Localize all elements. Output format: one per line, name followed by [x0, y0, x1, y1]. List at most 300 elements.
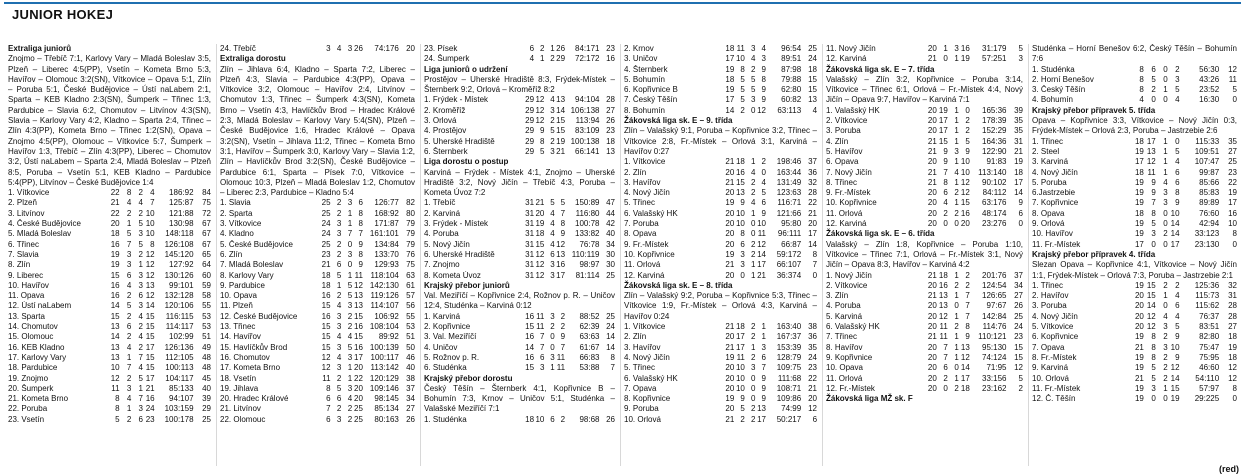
games: 18 [725, 74, 735, 84]
table-row [624, 75, 817, 85]
losses: 7 [560, 208, 566, 218]
losses: 17 [556, 270, 566, 280]
draws: 3 [138, 404, 143, 414]
table-row [8, 250, 211, 260]
wins: 17 [938, 126, 948, 136]
score: 100:138 [570, 136, 600, 146]
losses: 4 [761, 177, 766, 187]
table-row [424, 229, 615, 239]
draws: 4 [750, 198, 756, 208]
games: 14 [110, 301, 120, 311]
wins: 15 [535, 239, 545, 249]
games: 23 [321, 249, 331, 259]
points: 18 [808, 64, 818, 74]
draws: 2 [550, 54, 555, 64]
points: 75 [406, 260, 416, 270]
points: 80 [406, 208, 416, 218]
losses: 7 [358, 229, 363, 239]
losses: 7 [965, 291, 970, 301]
games: 21 [1134, 373, 1144, 383]
wins: 0 [1151, 95, 1156, 105]
team-name: 10. Havířov [1032, 229, 1073, 239]
team-name: 9. Kopřivnice [826, 352, 873, 362]
table-row [826, 168, 1023, 178]
table-row [220, 374, 415, 384]
points: 24 [1014, 322, 1023, 332]
table-row [424, 415, 615, 425]
team-name: 17. Kometa Brno [220, 363, 281, 373]
wins: 3 [740, 249, 745, 259]
draws: 1 [954, 157, 959, 167]
score: 114:107 [370, 301, 399, 311]
wins: 5 [336, 270, 342, 280]
games: 3 [326, 44, 331, 53]
points: 18 [606, 136, 615, 146]
score: 113:142 [370, 363, 399, 373]
losses: 6 [1175, 167, 1180, 177]
table-row [826, 291, 1023, 301]
score: 108:104 [369, 322, 399, 332]
losses: 14 [556, 105, 566, 115]
draws: 1 [954, 116, 959, 126]
losses: 9 [761, 394, 766, 404]
points: 37 [808, 157, 818, 167]
league-heading: Žákovská liga sk. E – 7. třída [826, 64, 935, 74]
losses: 9 [761, 373, 766, 383]
table-row [624, 106, 817, 116]
score: 76:60 [1199, 208, 1220, 218]
wins: 2 [336, 291, 342, 301]
score: 126:108 [164, 239, 194, 249]
points: 22 [808, 373, 818, 383]
games: 22 [110, 188, 120, 198]
points: 7 [610, 363, 615, 373]
games: 19 [1134, 280, 1144, 290]
score: 54:110 [1195, 373, 1220, 383]
team-name: 24. Šumperk [424, 54, 470, 64]
wins: 15 [1146, 291, 1156, 301]
losses: 10 [145, 219, 155, 229]
team-name: 8. Zlín [8, 260, 31, 270]
team-name: 23. Vsetín [8, 414, 45, 424]
losses: 9 [358, 239, 363, 249]
wins: 10 [735, 383, 745, 393]
team-name: 2. Zlín [624, 167, 647, 177]
table-row [624, 415, 817, 425]
draws: 2 [750, 404, 756, 414]
losses: 25 [354, 414, 363, 424]
games: 18 [1134, 136, 1144, 146]
draws: 1 [954, 373, 959, 383]
draws: 3 [550, 146, 555, 156]
points: 21 [1014, 146, 1023, 156]
wins: 6 [126, 322, 132, 332]
points: 25 [1228, 157, 1237, 167]
table-row [826, 363, 1023, 373]
draws: 3 [550, 352, 555, 362]
table-row [624, 240, 817, 250]
table-row [8, 188, 211, 198]
table-row [826, 332, 1023, 342]
wins: 13 [735, 188, 745, 198]
losses: 3 [1175, 74, 1180, 84]
team-name: 11. Fr.-Místek [1032, 383, 1081, 393]
draws: 2 [954, 383, 959, 393]
wins: 1 [336, 280, 342, 290]
points: 51 [202, 332, 212, 342]
league-heading: Žákovská liga sk. E – 8. třída [624, 280, 733, 290]
games: 19 [110, 249, 120, 259]
games: 6 [326, 414, 331, 424]
points: 67 [202, 239, 212, 249]
losses: 17 [1170, 239, 1180, 249]
points: 55 [406, 311, 416, 321]
draws: 0 [550, 342, 555, 352]
games: 20 [927, 157, 937, 167]
table-row [624, 229, 817, 239]
games: 8 [1139, 64, 1144, 74]
points: 79 [406, 239, 416, 249]
table-row [8, 219, 211, 229]
team-name: 3. Karviná [1032, 157, 1069, 167]
games: 18 [1134, 208, 1144, 218]
games: 20 [927, 373, 937, 383]
column-4 [620, 44, 820, 466]
games: 8 [1139, 74, 1144, 84]
team-name: 6. Kopřivnice B [624, 85, 678, 95]
points: 37 [406, 383, 416, 393]
table-row [624, 178, 817, 188]
losses: 2 [761, 157, 766, 167]
wins: 6 [740, 239, 745, 249]
points: 36 [808, 332, 818, 342]
team-name: 7. Třinec [826, 332, 857, 342]
table-row [624, 168, 817, 178]
results-columns [8, 44, 1242, 464]
team-name: 4. Kladno [220, 229, 254, 239]
points: 57 [406, 291, 416, 301]
league-heading: Žákovská liga sk. E – 9. třída [624, 116, 733, 126]
wins: 8 [943, 177, 948, 187]
match-results: Studénka – Horní Benešov 6:2, Český Těšín – Bohumín 7:6 [1032, 44, 1237, 64]
wins: 5 [1151, 363, 1156, 373]
draws: 0 [750, 219, 756, 229]
draws: 1 [954, 177, 959, 187]
score: 198:46 [776, 157, 802, 167]
score: 85:66 [1199, 177, 1220, 187]
table-row [1032, 209, 1237, 219]
games: 14 [110, 332, 120, 342]
draws: 3 [1163, 188, 1168, 198]
games: 19 [1134, 146, 1144, 156]
games: 20 [725, 167, 735, 177]
wins: 7 [1151, 198, 1156, 208]
table-row [826, 126, 1023, 136]
games: 20 [725, 404, 735, 414]
team-name: 13. Třinec [220, 322, 256, 332]
losses: 12 [145, 260, 155, 270]
table-row [424, 54, 615, 64]
points: 5 [1018, 44, 1023, 53]
games: 4 [1139, 95, 1144, 105]
team-name: 2. Karviná [424, 208, 461, 218]
score: 43:26 [1199, 74, 1220, 84]
draws: 0 [1163, 394, 1168, 404]
table-row [624, 260, 817, 270]
points: 15 [808, 74, 818, 84]
wins: 6 [539, 352, 545, 362]
score: 74:124 [982, 352, 1007, 362]
games: 19 [1134, 219, 1144, 229]
games: 25 [321, 239, 331, 249]
score: 163:44 [776, 167, 802, 177]
score: 130:98 [169, 219, 194, 229]
team-name: 6.Jastrzebie [1032, 188, 1076, 198]
games: 20 [927, 301, 937, 311]
table-row [826, 209, 1023, 219]
wins: 2 [336, 239, 342, 249]
table-row [220, 219, 415, 229]
draws: 1 [750, 208, 756, 218]
draws: 2 [954, 280, 959, 290]
draws: 3 [750, 44, 756, 53]
points: 34 [606, 239, 615, 249]
wins: 3 [336, 322, 342, 332]
draws: 2 [954, 322, 959, 332]
team-name: 22. Olomouc [220, 414, 266, 424]
draws: 2 [550, 322, 555, 332]
team-name: 18. Vsetín [220, 373, 257, 383]
games: 13 [110, 342, 120, 352]
draws: 2 [347, 404, 353, 414]
losses: 17 [145, 342, 155, 352]
wins: 6 [943, 363, 948, 373]
score: 84:112 [982, 188, 1007, 198]
score: 53:88 [579, 363, 600, 373]
team-name: 2. Kroměříž [424, 105, 466, 115]
points: 13 [808, 95, 818, 105]
table-row [826, 374, 1023, 384]
score: 89:51 [781, 54, 802, 64]
wins: 2 [126, 291, 132, 301]
losses: 10 [960, 167, 970, 177]
draws: 3 [347, 352, 353, 362]
wins: 5 [539, 146, 545, 156]
draws: 0 [1163, 74, 1168, 84]
points: 20 [808, 394, 818, 404]
points: 19 [1228, 188, 1237, 198]
draws: 0 [750, 229, 756, 239]
match-results: Valašský – Zlín 1:8, Kopřivnice – Poruba 1:10, Vítkovice – Třinec 7:1, Orlová – Fr.-Místek 3:1, Nový Jičín – Opava 8:3, Havířov – Karviná 4:2 [826, 239, 1023, 270]
table-row [826, 281, 1023, 291]
games: 18 [321, 270, 331, 280]
wins: 1 [126, 352, 132, 362]
score: 90:102 [982, 177, 1007, 187]
score: 116:115 [165, 311, 194, 321]
games: 20 [725, 239, 735, 249]
draws: 1 [1163, 291, 1168, 301]
table-row [1032, 168, 1237, 178]
points: 28 [606, 95, 615, 105]
wins: 12 [535, 105, 545, 115]
points: 31 [1014, 136, 1023, 146]
games: 19 [725, 64, 735, 74]
points: 23 [1228, 167, 1237, 177]
losses: 9 [761, 383, 766, 393]
wins: 3 [126, 260, 132, 270]
draws: 1 [1163, 157, 1168, 167]
team-name: 12. Fr.-Místek [826, 383, 875, 393]
draws: 1 [1163, 136, 1168, 146]
team-name: 10. Kopřivnice [624, 249, 675, 259]
match-results: Val. Meziříčí – Kopřivnice 2:4, Rožnov p. R. – Uničov 12:4, Studénka – Karviná 0:12 [424, 291, 615, 311]
wins: 13 [1146, 146, 1156, 156]
team-name: 21. Litvínov [220, 404, 261, 414]
games: 20 [725, 270, 735, 280]
games: 29 [525, 116, 535, 126]
table-row [624, 394, 817, 404]
draws: 4 [550, 219, 555, 229]
table-row [826, 384, 1023, 394]
points: 53 [406, 322, 416, 332]
points: 40 [406, 363, 416, 373]
score: 60:82 [781, 95, 802, 105]
points: 55 [202, 301, 212, 311]
wins: 0 [1151, 239, 1156, 249]
points: 46 [406, 352, 416, 362]
match-results: Opava – Kopřivnice 3:3, Vítkovice – Nový Jičín 0:3, Frýdek-Místek – Orlová 2:3, Poruba – Jastrzebie 2:6 [1032, 116, 1237, 136]
games: 21 [927, 167, 937, 177]
score: 62:39 [579, 322, 600, 332]
score: 100:139 [369, 342, 399, 352]
draws: 2 [750, 332, 756, 342]
wins: 17 [1146, 136, 1156, 146]
losses: 23 [145, 414, 155, 424]
draws: 0 [1163, 301, 1168, 311]
wins: 7 [126, 239, 132, 249]
draws: 4 [750, 54, 756, 64]
points: 27 [1228, 322, 1237, 332]
points: 25 [606, 311, 615, 321]
points: 82 [406, 198, 416, 208]
losses: 5 [1175, 85, 1180, 95]
wins: 3 [740, 260, 745, 270]
points: 5 [1018, 373, 1023, 383]
score: 109:51 [1194, 146, 1220, 156]
points: 61 [406, 280, 416, 290]
wins: 2 [740, 414, 745, 424]
wins: 3 [1151, 229, 1156, 239]
score: 94:107 [169, 394, 194, 404]
games: 29 [525, 136, 535, 146]
draws: 1 [750, 270, 756, 280]
wins: 2 [336, 373, 342, 383]
losses: 14 [145, 301, 155, 311]
team-name: 9. Pardubice [220, 280, 265, 290]
team-name: 1. Frýdek - Místek [424, 95, 489, 105]
points: 18 [1014, 167, 1023, 177]
team-name: 7. Slavia [8, 249, 39, 259]
games: 19 [1134, 352, 1144, 362]
wins: 6 [1151, 64, 1156, 74]
score: 110:121 [978, 332, 1007, 342]
score: 76:37 [1199, 311, 1220, 321]
match-results: Prostějov – Uherské Hradiště 8:3, Frýdek-Místek – Šternberk 9:2, Orlová – Kroměříž 8:2 [424, 74, 615, 95]
losses: 15 [354, 311, 363, 321]
score: 100:113 [165, 363, 194, 373]
score: 95:80 [781, 219, 802, 229]
table-row [8, 301, 211, 311]
draws: 3 [138, 270, 143, 280]
league-heading: Krajský přebor dorostu [424, 373, 513, 383]
wins: 11 [736, 352, 745, 362]
table-row [1032, 343, 1237, 353]
table-row [8, 384, 211, 394]
points: 25 [808, 44, 818, 53]
score: 171:87 [374, 219, 399, 229]
points: 47 [606, 198, 615, 208]
wins: 8 [1151, 332, 1156, 342]
table-row [424, 250, 615, 260]
points: 38 [808, 322, 818, 332]
score: 76:78 [579, 239, 600, 249]
team-name: 8. Opava [1032, 208, 1065, 218]
score: 89:92 [378, 332, 399, 342]
wins: 18 [735, 157, 745, 167]
games: 21 [110, 198, 120, 208]
draws: 2 [1163, 280, 1168, 290]
points: 37 [1014, 270, 1023, 280]
wins: 2 [126, 373, 132, 383]
score: 106:138 [570, 105, 600, 115]
points: 12 [808, 404, 818, 414]
team-name: 10. Orlová [624, 414, 661, 424]
team-name: 9. Fr.-Místek [826, 188, 871, 198]
table-row [220, 415, 415, 425]
points: 79 [406, 229, 416, 239]
team-name: 5. Uherské Hradiště [424, 136, 495, 146]
points: 4 [812, 105, 818, 115]
points: 6 [812, 414, 818, 424]
score: 115:62 [1195, 301, 1220, 311]
team-name: 11. Orlová [826, 208, 863, 218]
draws: 1 [550, 363, 555, 373]
wins: 19 [535, 219, 545, 229]
score: 82:80 [1199, 332, 1220, 342]
points: 24 [606, 322, 615, 332]
score: 161:101 [369, 229, 399, 239]
games: 31 [525, 260, 535, 270]
games: 6 [529, 44, 535, 53]
wins: 3 [126, 249, 132, 259]
losses: 1 [761, 322, 766, 332]
score: 63:113 [777, 105, 802, 115]
draws: 2 [138, 342, 143, 352]
points: 3 [1018, 54, 1023, 64]
draws: 2 [750, 352, 756, 362]
team-name: 2. Plzeň [8, 198, 37, 208]
games: 16 [110, 280, 120, 290]
draws: 3 [138, 280, 143, 290]
wins: 4 [336, 352, 342, 362]
score: 23:162 [982, 383, 1007, 393]
wins: 4 [943, 198, 948, 208]
score: 121:66 [776, 208, 802, 218]
section-banner [4, 2, 1241, 34]
draws: 3 [347, 44, 353, 53]
team-name: 5. České Budějovice [220, 239, 293, 249]
score: 167:37 [776, 332, 802, 342]
